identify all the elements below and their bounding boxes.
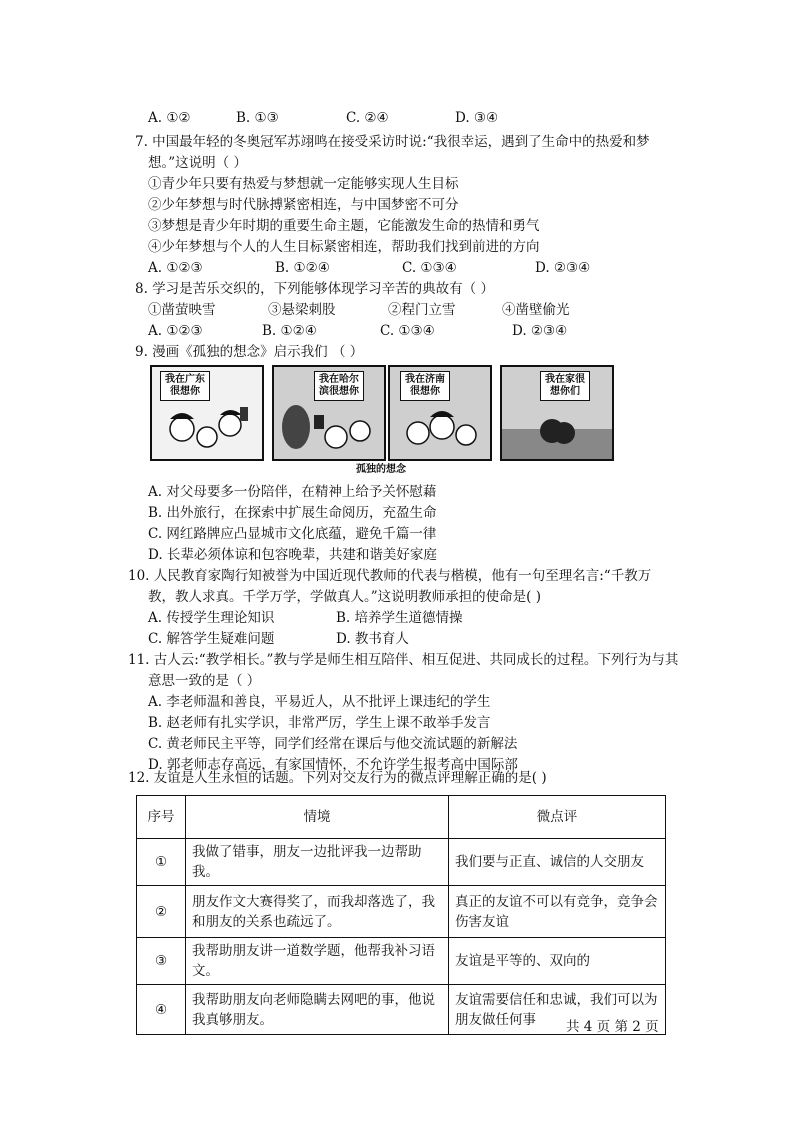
q12-table — [136, 795, 666, 1035]
q7-stem-line2: 想。”这说明（ ） — [148, 155, 247, 171]
q11-option-d: D. 郭老师志存高远，有家国情怀，不允许学生报考高中国际部 — [148, 757, 518, 773]
q8-option-c: C. ①③④ — [380, 323, 435, 339]
comic-panel-4 — [500, 365, 614, 461]
row-situation: 我做了错事，朋友一边批评我一边帮助我。 — [186, 839, 449, 886]
page-footer: 共 4 页 第 2 页 — [566, 1019, 659, 1035]
q8-item-4: ④凿壁偷光 — [502, 302, 570, 318]
q11-option-a: A. 李老师温和善良，平易近人，从不批评上课违纪的学生 — [148, 694, 491, 710]
q9-comic — [150, 365, 675, 475]
header-index: 序号 — [137, 796, 186, 839]
row-comment: 真正的友谊不可以有竞争，竞争会伤害友谊 — [449, 886, 666, 938]
table-row — [137, 886, 666, 938]
row-index: ① — [137, 839, 186, 886]
row-index: ③ — [137, 938, 186, 985]
q9-option-c: C. 网红路牌应凸显城市文化底蕴，避免千篇一律 — [148, 526, 437, 542]
row-situation: 我帮助朋友讲一道数学题，他帮我补习语文。 — [186, 938, 449, 985]
q6-option-b: B. ①③ — [236, 110, 279, 126]
comic-panel-3 — [388, 365, 492, 461]
q8-option-d: D. ②③④ — [512, 323, 568, 339]
q10-option-d: D. 教书育人 — [336, 631, 409, 647]
comic-bubble-1: 我在广东 很想你 — [160, 371, 210, 401]
comic-figures-3 — [390, 367, 490, 459]
comic-figures-1 — [152, 367, 262, 459]
row-comment: 我们要与正直、诚信的人交朋友 — [449, 839, 666, 886]
row-comment: 友谊需要信任和忠诚，我们可以为朋友做任何事 — [449, 985, 666, 1035]
q7-item-1: ①青少年只要有热爱与梦想就一定能够实现人生目标 — [148, 176, 459, 192]
comic-panel-2 — [272, 365, 386, 461]
q7-stem-line1: 7. 中国最年轻的冬奥冠军苏翊鸣在接受采访时说:“我很幸运，遇到了生命中的热爱和梦 — [135, 134, 650, 150]
row-index: ② — [137, 886, 186, 938]
q7-option-d: D. ②③④ — [535, 260, 591, 276]
row-index: ④ — [137, 985, 186, 1035]
q6-option-d: D. ③④ — [455, 110, 499, 126]
q8-item-1: ①凿萤映雪 — [148, 302, 216, 318]
comic-bubble-3: 我在济南 很想你 — [400, 371, 450, 401]
q10-option-c: C. 解答学生疑难问题 — [148, 631, 275, 647]
row-situation: 朋友作文大赛得奖了，而我却落选了，我和朋友的关系也疏远了。 — [186, 886, 449, 938]
table-row — [137, 839, 666, 886]
comic-bubble-4: 我在家很 想你们 — [540, 371, 590, 401]
q9-option-a: A. 对父母要多一份陪伴，在精神上给予关怀慰藉 — [148, 484, 437, 500]
q9-option-d: D. 长辈必须体谅和包容晚辈，共建和谐美好家庭 — [148, 547, 437, 563]
q10-option-b: B. 培养学生道德情操 — [336, 610, 463, 626]
comic-bubble-2: 我在哈尔 滨很想你 — [314, 371, 364, 401]
q8-stem: 8. 学习是苦乐交织的，下列能够体现学习辛苦的典故有（ ） — [135, 281, 494, 297]
q7-item-4: ④少年梦想与个人的人生目标紧密相连，帮助我们找到前进的方向 — [148, 239, 540, 255]
table-header-row — [137, 796, 666, 839]
q11-stem-line2: 意思一致的是（ ） — [148, 673, 261, 689]
q7-option-c: C. ①③④ — [402, 260, 457, 276]
header-comment: 微点评 — [449, 796, 666, 839]
table-row — [137, 938, 666, 985]
q10-option-a: A. 传授学生理论知识 — [148, 610, 275, 626]
q6-option-a: A. ①② — [148, 110, 191, 126]
q10-stem-line2: 教，教人求真。千学万学，学做真人。”这说明教师承担的使命是( ) — [148, 589, 541, 605]
comic-caption: 孤独的想念 — [356, 464, 406, 475]
row-situation: 我帮助朋友向老师隐瞒去网吧的事，他说我真够朋友。 — [186, 985, 449, 1035]
q7-item-3: ③梦想是青少年时期的重要生命主题，它能激发生命的热情和勇气 — [148, 218, 540, 234]
q11-option-c: C. 黄老师民主平等，同学们经常在课后与他交流试题的新解法 — [148, 736, 518, 752]
comic-figures-4 — [502, 367, 612, 459]
comic-panel-1 — [150, 365, 264, 461]
q11-option-b: B. 赵老师有扎实学识，非常严厉，学生上课不敢举手发言 — [148, 715, 491, 731]
q7-option-a: A. ①②③ — [148, 260, 203, 276]
q8-item-2: ②程门立雪 — [388, 302, 456, 318]
q11-stem-line1: 11. 古人云:“教学相长。”教与学是师生相互陪伴、相互促进、共同成长的过程。下列行为与其 — [128, 652, 679, 668]
q7-option-b: B. ①②④ — [275, 260, 330, 276]
q8-item-3: ③悬梁刺股 — [268, 302, 336, 318]
q8-option-b: B. ①②④ — [262, 323, 317, 339]
q10-stem-line1: 10. 人民教育家陶行知被誉为中国近现代教师的代表与楷模，他有一句至理名言:“千教万 — [128, 568, 652, 584]
q9-stem: 9. 漫画《孤独的想念》启示我们 （ ） — [135, 344, 364, 360]
q12-stem: 12. 友谊是人生永恒的话题。下列对交友行为的微点评理解正确的是( ) — [128, 770, 547, 786]
q7-item-2: ②少年梦想与时代脉搏紧密相连，与中国梦密不可分 — [148, 197, 459, 213]
header-situation: 情境 — [186, 796, 449, 839]
comic-figures-2 — [274, 367, 384, 459]
row-comment: 友谊是平等的、双向的 — [449, 938, 666, 985]
q6-option-c: C. ②④ — [346, 110, 389, 126]
q8-option-a: A. ①②③ — [148, 323, 203, 339]
q9-option-b: B. 出外旅行，在探索中扩展生命阅历，充盈生命 — [148, 505, 437, 521]
